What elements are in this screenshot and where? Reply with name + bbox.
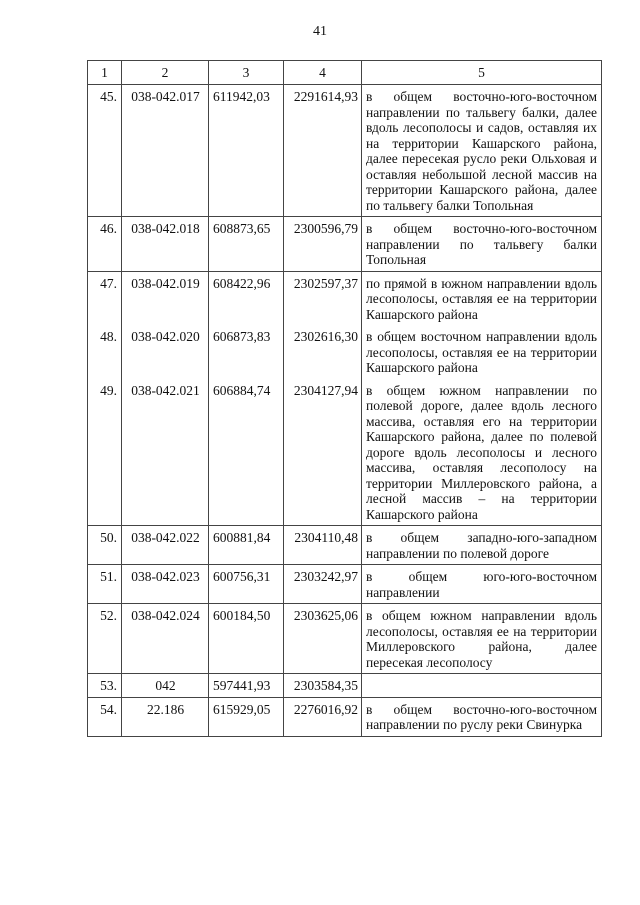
column-header: 3 <box>209 61 284 85</box>
table-row <box>88 604 602 674</box>
coordinate-y: 2303584,35 <box>284 674 362 698</box>
boundary-description: в общем западно-юго-западном направлении по полевой дороге <box>362 526 602 565</box>
row-number: 53. <box>88 674 122 698</box>
row-number: 48. <box>88 325 122 379</box>
coordinate-x: 606873,83 <box>209 325 284 379</box>
row-number: 52. <box>88 604 122 674</box>
coordinate-x: 597441,93 <box>209 674 284 698</box>
coordinate-x: 600756,31 <box>209 565 284 604</box>
point-code: 038-042.023 <box>122 565 209 604</box>
column-header: 5 <box>362 61 602 85</box>
column-header: 4 <box>284 61 362 85</box>
coordinate-x: 611942,03 <box>209 85 284 217</box>
row-number: 54. <box>88 697 122 736</box>
coordinate-x: 608873,65 <box>209 217 284 272</box>
table-row <box>88 271 602 325</box>
table-row <box>88 674 602 698</box>
boundary-description: по прямой в южном направлении вдоль лесополосы, оставляя ее на территории Кашарского района <box>362 271 602 325</box>
row-number: 45. <box>88 85 122 217</box>
coordinate-y: 2303625,06 <box>284 604 362 674</box>
row-number: 47. <box>88 271 122 325</box>
table-row <box>88 325 602 379</box>
coordinate-y: 2291614,93 <box>284 85 362 217</box>
column-header: 2 <box>122 61 209 85</box>
point-code: 038-042.022 <box>122 526 209 565</box>
table-row <box>88 697 602 736</box>
boundary-description: в общем юго-юго-восточном направлении <box>362 565 602 604</box>
coordinate-y: 2304127,94 <box>284 379 362 526</box>
boundary-table <box>87 60 602 737</box>
table-row <box>88 217 602 272</box>
table-row <box>88 379 602 526</box>
coordinate-x: 606884,74 <box>209 379 284 526</box>
boundary-description: в общем южном направлении вдоль лесополосы, оставляя ее на территории Миллеровского района, далее пересекая лесополосу <box>362 604 602 674</box>
boundary-description: в общем восточном направлении вдоль лесополосы, оставляя ее на территории Кашарского района <box>362 325 602 379</box>
row-number: 46. <box>88 217 122 272</box>
row-number: 50. <box>88 526 122 565</box>
point-code: 22.186 <box>122 697 209 736</box>
point-code: 042 <box>122 674 209 698</box>
point-code: 038-042.018 <box>122 217 209 272</box>
coordinate-y: 2300596,79 <box>284 217 362 272</box>
boundary-description: в общем восточно-юго-восточном направлении по тальвегу балки Топольная <box>362 217 602 272</box>
point-code: 038-042.024 <box>122 604 209 674</box>
point-code: 038-042.021 <box>122 379 209 526</box>
boundary-description <box>362 674 602 698</box>
boundary-description: в общем восточно-юго-восточном направлении по руслу реки Свинурка <box>362 697 602 736</box>
table-row <box>88 85 602 217</box>
header-row <box>88 61 602 85</box>
boundary-description: в общем южном направлении по полевой дороге, далее вдоль лесного массива, оставляя его на территории Кашарского района, далее по полевой дороге вдоль лесополосы и лесного массива, оставляя лесополосу на территории Миллеровского района, а лесной массив – на территории Кашарского района <box>362 379 602 526</box>
coordinate-y: 2276016,92 <box>284 697 362 736</box>
point-code: 038-042.017 <box>122 85 209 217</box>
coordinate-y: 2304110,48 <box>284 526 362 565</box>
coordinate-x: 608422,96 <box>209 271 284 325</box>
table-row <box>88 565 602 604</box>
coordinate-y: 2302616,30 <box>284 325 362 379</box>
column-header: 1 <box>88 61 122 85</box>
coordinate-x: 600184,50 <box>209 604 284 674</box>
coordinate-x: 615929,05 <box>209 697 284 736</box>
coordinate-x: 600881,84 <box>209 526 284 565</box>
point-code: 038-042.020 <box>122 325 209 379</box>
boundary-description: в общем восточно-юго-восточном направлении по тальвегу балки, далее вдоль лесополосы и садов, оставляя их на территории Кашарского района, далее пересекая русло реки Ольховая и оставляя небольшой лесной массив на территории Кашарского района, далее по тальвегу балки Топольная <box>362 85 602 217</box>
coordinate-y: 2302597,37 <box>284 271 362 325</box>
page-number: 41 <box>313 24 327 39</box>
point-code: 038-042.019 <box>122 271 209 325</box>
coordinate-y: 2303242,97 <box>284 565 362 604</box>
table-row <box>88 526 602 565</box>
row-number: 51. <box>88 565 122 604</box>
row-number: 49. <box>88 379 122 526</box>
